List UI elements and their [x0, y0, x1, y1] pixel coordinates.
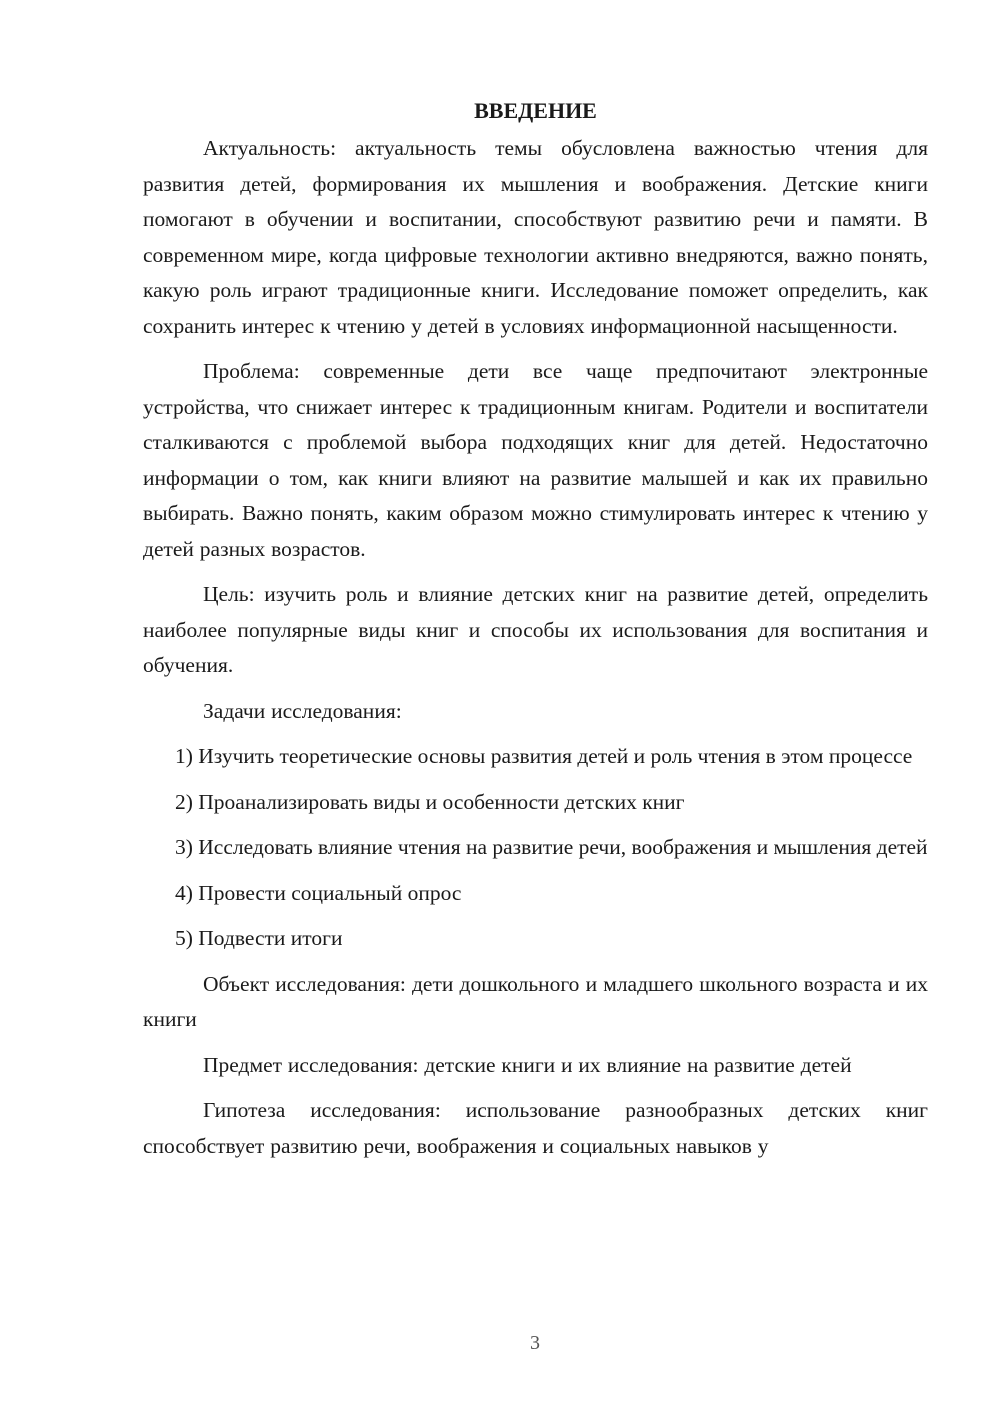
paragraph-object: Объект исследования: дети дошкольного и младшего школьного возраста и их книги — [143, 971, 928, 1031]
list-item: 4) Провести социальный опрос — [175, 880, 462, 905]
paragraph-subject: Предмет исследования: детские книги и их влияние на развитие детей — [203, 1052, 852, 1077]
list-item: 5) Подвести итоги — [175, 926, 343, 950]
paragraph-relevance: Актуальность: актуальность темы обусловлена важностью чтения для развития детей, формирования их мышления и воображения. Детские книги помогают в обучении и воспитании, способствуют развитию речи и памяти. В современном мире, когда цифровые технологии активно внедряются, важно понять, какую роль играют традиционные книги. Исследование поможет определить, как сохранить интерес к чтению у детей в условиях информационной насыщенности. — [143, 136, 928, 338]
task-list — [143, 739, 928, 957]
section-heading: ВВЕДЕНИЕ — [474, 98, 597, 123]
paragraph-tasks-intro: Задачи исследования: — [203, 698, 402, 723]
paragraph-problem: Проблема: современные дети все чаще предпочитают электронные устройства, что снижает интерес к традиционным книгам. Родители и воспитатели сталкиваются с проблемой выбора подходящих книг для детей. Недостаточно информации о том, как книги влияют на развитие малышей и как их правильно выбирать. Важно понять, каким образом можно стимулировать интерес к чтению у детей разных возрастов. — [143, 359, 928, 561]
list-item: 1) Изучить теоретические основы развития детей и роль чтения в этом процессе — [175, 744, 913, 768]
paragraph-goal: Цель: изучить роль и влияние детских книг на развитие детей, определить наиболее популярные виды книг и способы их использования для воспитания и обучения. — [143, 582, 928, 677]
list-item: 2) Проанализировать виды и особенности детских книг — [175, 789, 685, 814]
list-item: 3) Исследовать влияние чтения на развитие речи, воображения и мышления детей — [175, 835, 928, 859]
paragraph-hypothesis: Гипотеза исследования: использование разнообразных детских книг способствует развитию речи, воображения и социальных навыков у — [143, 1098, 928, 1158]
page-number: 3 — [530, 1332, 540, 1354]
